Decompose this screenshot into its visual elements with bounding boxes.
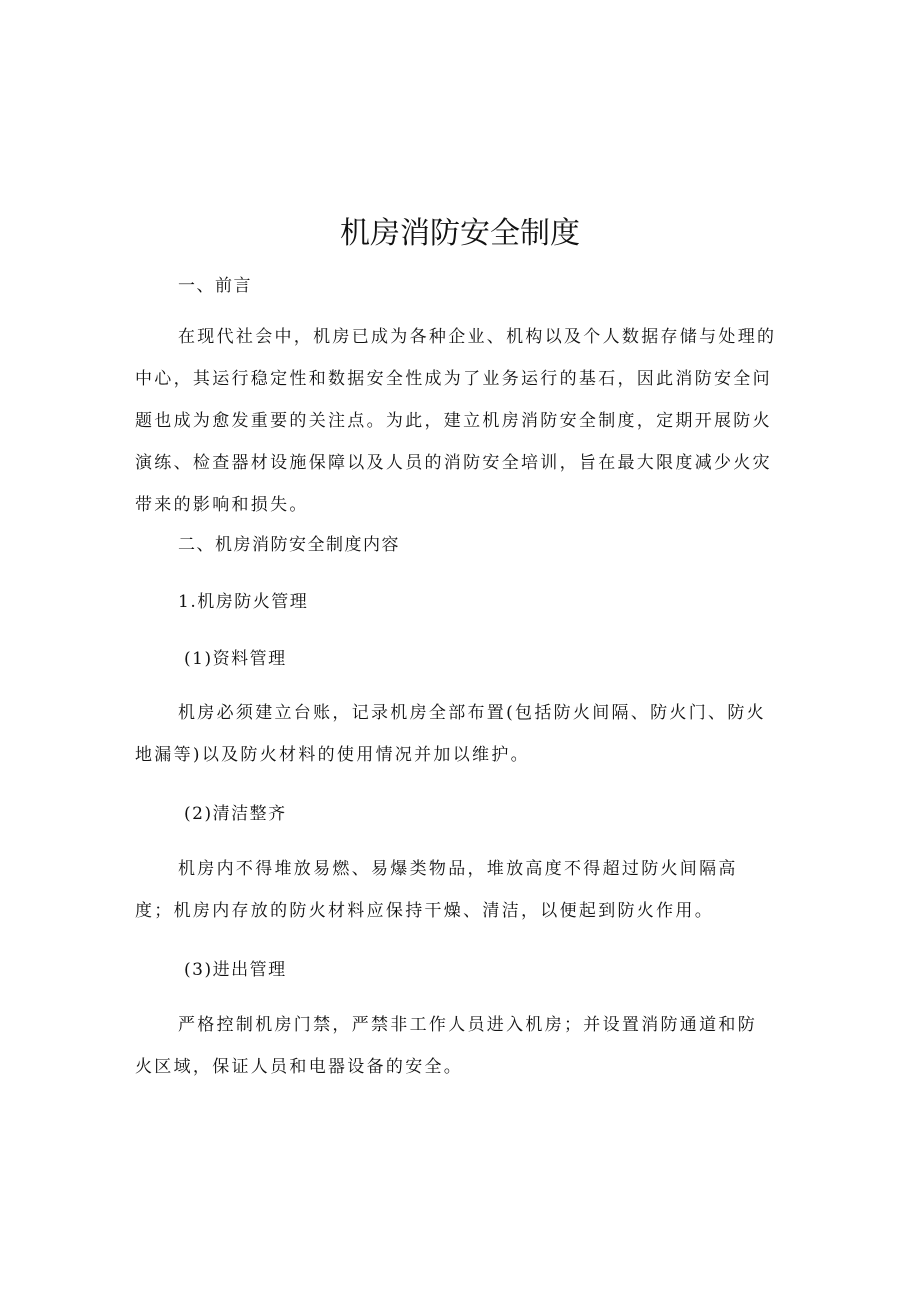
records-paragraph <box>135 692 795 776</box>
paragraph-line: 机房必须建立台账，记录机房全部布置(包括防火间隔、防火门、防火 <box>178 703 766 723</box>
access-paragraph <box>135 1004 795 1088</box>
item-heading-access: (3)进出管理 <box>184 960 287 980</box>
section-heading-preface: 一、前言 <box>178 276 252 296</box>
paragraph-line: 在现代社会中，机房已成为各种企业、机构以及个人数据存储与处理的 <box>178 327 777 347</box>
cleanliness-paragraph <box>135 848 795 932</box>
item-heading-records: (1)资料管理 <box>184 649 287 669</box>
section-heading-content: 二、机房消防安全制度内容 <box>178 535 400 555</box>
paragraph-line: 演练、检查器材设施保障以及人员的消防安全培训，旨在最大限度减少火灾 <box>135 453 772 473</box>
subsection-heading-fire-management: 1.机房防火管理 <box>178 592 309 612</box>
page-title: 机房消防安全制度 <box>340 216 580 251</box>
paragraph-line: 题也成为愈发重要的关注点。为此，建立机房消防安全制度，定期开展防火 <box>135 411 772 431</box>
paragraph-line: 火区域，保证人员和电器设备的安全。 <box>135 1057 464 1077</box>
paragraph-line: 度；机房内存放的防火材料应保持干燥、清洁，以便起到防火作用。 <box>135 901 714 921</box>
item-heading-cleanliness: (2)清洁整齐 <box>184 804 287 824</box>
paragraph-line: 机房内不得堆放易燃、易爆类物品，堆放高度不得超过防火间隔高 <box>178 859 738 879</box>
paragraph-line: 中心，其运行稳定性和数据安全性成为了业务运行的基石，因此消防安全问 <box>135 369 772 389</box>
preface-paragraph <box>135 316 795 526</box>
paragraph-line: 严格控制机房门禁，严禁非工作人员进入机房；并设置消防通道和防 <box>178 1015 757 1035</box>
paragraph-line: 地漏等)以及防火材料的使用情况并加以维护。 <box>135 745 530 765</box>
paragraph-line: 带来的影响和损失。 <box>135 495 309 515</box>
